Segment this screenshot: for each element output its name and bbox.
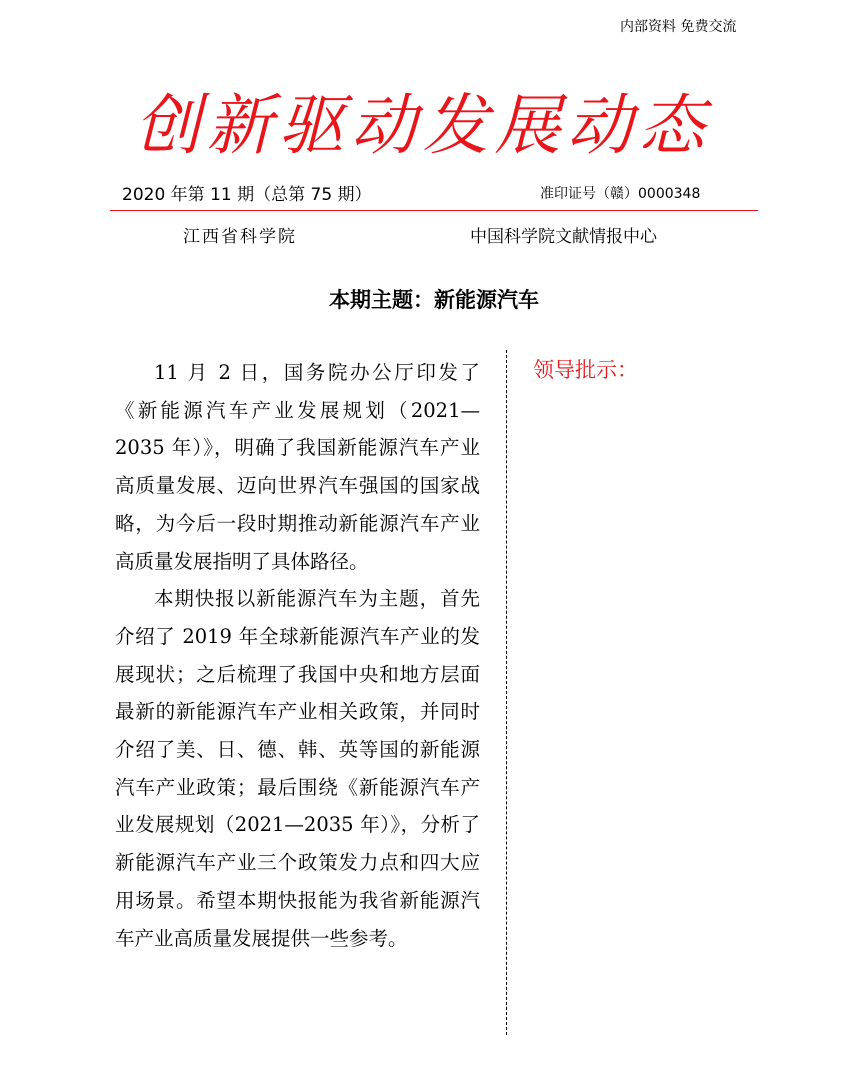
leader-comment-label: 领导批示： <box>533 358 638 382</box>
header-divider <box>110 210 758 211</box>
column-divider <box>506 350 507 1035</box>
masthead-title: 创新驱动发展动态 <box>134 87 711 164</box>
publisher-org-right: 中国科学院文献情报中心 <box>470 227 657 247</box>
issue-theme: 本期主题：新能源汽车 <box>329 288 539 312</box>
permit-number: 准印证号（赣）0000348 <box>540 186 701 202</box>
body-text <box>115 354 480 957</box>
body-paragraph: 本期快报以新能源汽车为主题，首先介绍了 2019 年全球新能源汽车产业的发展现状；之后梳理了我国中央和地方层面最新的新能源汽车产业相关政策，并同时介绍了美、日、德、韩、英等国的新能源汽车产业政策；最后围绕《新能源汽车产业发展规划（2021—2035 年）》，分析了新能源汽车产业三个政策发力点和四大应用场景。希望本期快报能为我省新能源汽车产业高质量发展提供一些参考。 <box>115 587 480 950</box>
body-paragraph: 11 月 2 日，国务院办公厅印发了《新能源汽车产业发展规划（2021—2035 年）》，明确了我国新能源汽车产业高质量发展、迈向世界汽车强国的国家战略，为今后一段时期推动新能源汽车产业高质量发展指明了具体路径。 <box>115 361 480 573</box>
issue-number: 2020 年第 11 期（总第 75 期） <box>122 185 372 205</box>
confidential-notice: 内部资料 免费交流 <box>620 19 737 35</box>
publisher-org-left: 江西省科学院 <box>183 227 297 247</box>
